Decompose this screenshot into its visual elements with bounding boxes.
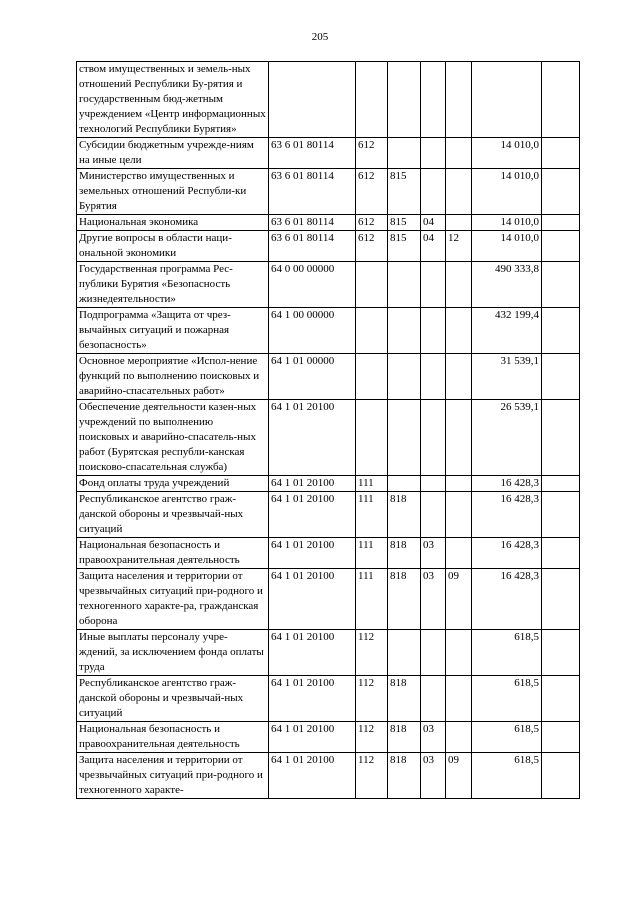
table-row [77,538,580,569]
subsection-cell [446,169,472,215]
empty-extra-cell [542,215,580,231]
expense-type-cell [356,400,388,476]
empty-extra-cell [542,400,580,476]
table-row [77,262,580,308]
row-name-cell: ством имущественных и земель-ных отношений Республики Бу-рятия и государственным бюд-жетным учреждением «Центр информационных технологий Республики Бурятия» [77,62,269,138]
subsection-cell: 12 [446,231,472,262]
empty-extra-cell [542,630,580,676]
section-cell [421,308,446,354]
expense-type-cell: 612 [356,231,388,262]
expense-type-cell: 111 [356,569,388,630]
amount-cell: 16 428,3 [472,476,542,492]
row-name-cell: Субсидии бюджетным учрежде-ниям на иные цели [77,138,269,169]
row-name-cell: Государственная программа Рес-публики Бурятия «Безопасность жизнедеятельности» [77,262,269,308]
section-cell: 03 [421,753,446,799]
amount-cell: 14 010,0 [472,138,542,169]
budget-table-body [77,62,580,799]
subsection-cell [446,400,472,476]
section-cell: 03 [421,538,446,569]
amount-cell: 432 199,4 [472,308,542,354]
row-name-cell: Защита населения и территории от чрезвычайных ситуаций при-родного и техногенного характе- [77,753,269,799]
row-name-cell: Министерство имущественных и земельных отношений Республи-ки Бурятия [77,169,269,215]
row-name-cell: Республиканское агентство граж-данской обороны и чрезвычай-ных ситуаций [77,492,269,538]
target-article-cell: 64 1 01 00000 [269,354,356,400]
amount-cell: 490 333,8 [472,262,542,308]
empty-extra-cell [542,308,580,354]
subsection-cell [446,538,472,569]
section-cell [421,676,446,722]
expense-type-cell: 112 [356,630,388,676]
target-article-cell: 64 1 01 20100 [269,753,356,799]
section-cell [421,138,446,169]
subsection-cell [446,630,472,676]
row-name-cell: Национальная безопасность и правоохранительная деятельность [77,722,269,753]
subsection-cell [446,676,472,722]
amount-cell: 618,5 [472,630,542,676]
administrator-code-cell: 818 [388,569,421,630]
subsection-cell [446,476,472,492]
target-article-cell: 64 1 01 20100 [269,722,356,753]
target-article-cell: 64 1 01 20100 [269,676,356,722]
administrator-code-cell: 815 [388,231,421,262]
administrator-code-cell [388,476,421,492]
expense-type-cell: 111 [356,476,388,492]
amount-cell: 16 428,3 [472,492,542,538]
empty-extra-cell [542,569,580,630]
expense-type-cell: 612 [356,215,388,231]
subsection-cell [446,308,472,354]
administrator-code-cell [388,354,421,400]
row-name-cell: Обеспечение деятельности казен-ных учреждений по выполнению поисковых и аварийно-спасатель-ных работ (Бурятская республи-канская поисково-спасательная служба) [77,400,269,476]
section-cell [421,169,446,215]
row-name-cell: Республиканское агентство граж-данской обороны и чрезвычай-ных ситуаций [77,676,269,722]
amount-cell: 16 428,3 [472,538,542,569]
expense-type-cell [356,308,388,354]
section-cell [421,354,446,400]
row-name-cell: Иные выплаты персоналу учре-ждений, за исключением фонда оплаты труда [77,630,269,676]
amount-cell [472,62,542,138]
expense-type-cell: 111 [356,492,388,538]
section-cell: 03 [421,722,446,753]
administrator-code-cell [388,262,421,308]
administrator-code-cell: 815 [388,169,421,215]
table-row [77,630,580,676]
empty-extra-cell [542,492,580,538]
administrator-code-cell [388,138,421,169]
table-row [77,231,580,262]
amount-cell: 31 539,1 [472,354,542,400]
table-row [77,138,580,169]
section-cell: 04 [421,231,446,262]
table-row [77,169,580,215]
table-row [77,753,580,799]
expense-type-cell: 612 [356,138,388,169]
subsection-cell [446,215,472,231]
target-article-cell: 64 1 01 20100 [269,538,356,569]
target-article-cell [269,62,356,138]
empty-extra-cell [542,231,580,262]
target-article-cell: 64 0 00 00000 [269,262,356,308]
table-row [77,400,580,476]
amount-cell: 618,5 [472,676,542,722]
amount-cell: 14 010,0 [472,215,542,231]
empty-extra-cell [542,476,580,492]
row-name-cell: Национальная безопасность и правоохранительная деятельность [77,538,269,569]
row-name-cell: Подпрограмма «Защита от чрез-вычайных ситуаций и пожарная безопасность» [77,308,269,354]
administrator-code-cell: 818 [388,722,421,753]
expense-type-cell [356,262,388,308]
target-article-cell: 64 1 01 20100 [269,400,356,476]
table-row [77,62,580,138]
table-row [77,215,580,231]
empty-extra-cell [542,538,580,569]
target-article-cell: 63 6 01 80114 [269,215,356,231]
administrator-code-cell: 818 [388,676,421,722]
table-row [77,308,580,354]
administrator-code-cell [388,62,421,138]
administrator-code-cell: 818 [388,538,421,569]
administrator-code-cell [388,630,421,676]
section-cell: 03 [421,569,446,630]
amount-cell: 14 010,0 [472,169,542,215]
target-article-cell: 64 1 01 20100 [269,476,356,492]
section-cell [421,476,446,492]
empty-extra-cell [542,138,580,169]
section-cell [421,492,446,538]
target-article-cell: 63 6 01 80114 [269,169,356,215]
administrator-code-cell: 818 [388,492,421,538]
row-name-cell: Фонд оплаты труда учреждений [77,476,269,492]
amount-cell: 16 428,3 [472,569,542,630]
subsection-cell: 09 [446,753,472,799]
expense-type-cell: 112 [356,753,388,799]
page-number: 205 [311,31,329,43]
section-cell [421,630,446,676]
empty-extra-cell [542,62,580,138]
expense-type-cell: 112 [356,676,388,722]
amount-cell: 14 010,0 [472,231,542,262]
table-row [77,676,580,722]
target-article-cell: 64 1 01 20100 [269,630,356,676]
administrator-code-cell: 815 [388,215,421,231]
subsection-cell [446,62,472,138]
section-cell [421,262,446,308]
target-article-cell: 63 6 01 80114 [269,138,356,169]
target-article-cell: 64 1 00 00000 [269,308,356,354]
section-cell: 04 [421,215,446,231]
administrator-code-cell [388,308,421,354]
target-article-cell: 64 1 01 20100 [269,569,356,630]
amount-cell: 618,5 [472,753,542,799]
amount-cell: 26 539,1 [472,400,542,476]
section-cell [421,62,446,138]
expense-type-cell: 612 [356,169,388,215]
budget-table [76,61,580,799]
subsection-cell: 09 [446,569,472,630]
target-article-cell: 63 6 01 80114 [269,231,356,262]
row-name-cell: Другие вопросы в области наци-ональной экономики [77,231,269,262]
empty-extra-cell [542,262,580,308]
section-cell [421,400,446,476]
row-name-cell: Основное мероприятие «Испол-нение функций по выполнению поисковых и аварийно-спасательных работ» [77,354,269,400]
empty-extra-cell [542,354,580,400]
table-row [77,354,580,400]
row-name-cell: Защита населения и территории от чрезвычайных ситуаций при-родного и техногенного характе-ра, гражданская оборона [77,569,269,630]
subsection-cell [446,138,472,169]
empty-extra-cell [542,169,580,215]
administrator-code-cell [388,400,421,476]
expense-type-cell [356,354,388,400]
table-row [77,722,580,753]
expense-type-cell [356,62,388,138]
table-row [77,492,580,538]
subsection-cell [446,722,472,753]
subsection-cell [446,262,472,308]
empty-extra-cell [542,676,580,722]
table-row [77,569,580,630]
amount-cell: 618,5 [472,722,542,753]
administrator-code-cell: 818 [388,753,421,799]
subsection-cell [446,354,472,400]
empty-extra-cell [542,722,580,753]
expense-type-cell: 111 [356,538,388,569]
table-row [77,476,580,492]
empty-extra-cell [542,753,580,799]
subsection-cell [446,492,472,538]
row-name-cell: Национальная экономика [77,215,269,231]
expense-type-cell: 112 [356,722,388,753]
target-article-cell: 64 1 01 20100 [269,492,356,538]
